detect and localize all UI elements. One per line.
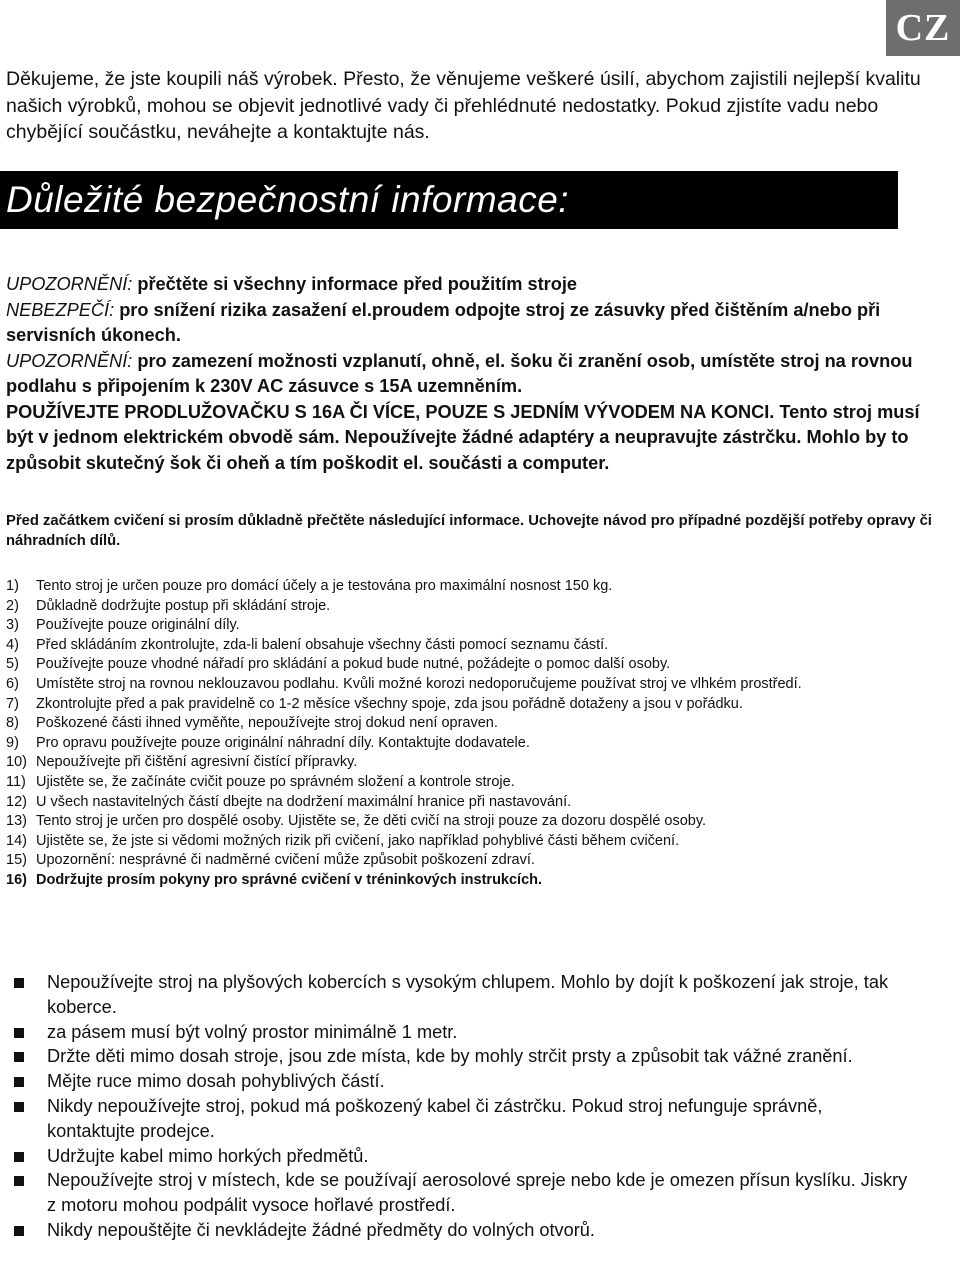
bullet-item [12,1069,912,1094]
bullet-item [12,1094,912,1144]
item-number: 1) [6,578,19,594]
item-text: Tento stroj je určen pouze pro domácí účely a je testována pro maximální nosnost 150 kg. [36,578,613,594]
item-text: Používejte pouze vhodné nářadí pro skládání a pokud bude nutné, požádejte o pomoc další osoby. [36,656,671,673]
numbered-item [6,793,946,813]
intro-section [6,66,936,146]
item-text: Poškozené části ihned vyměňte, nepoužívejte stroj dokud není opraven. [36,715,498,732]
bullet-text: Držte děti mimo dosah stroje, jsou zde místa, kde by mohly strčit prsty a způsobit tak vážné zranění. [47,1046,853,1067]
bullet-item [12,1044,912,1069]
bullet-text: Nikdy nepouštějte či nevkládejte žádné předměty do volných otvorů. [47,1219,595,1240]
item-number: 5) [6,656,19,673]
square-bullet-icon [12,1020,47,1045]
square-bullet-icon [12,1044,47,1069]
item-number: 3) [6,617,19,634]
language-badge: CZ [886,0,960,56]
item-number: 4) [6,636,19,653]
item-text: Ujistěte se, že jste si vědomi možných rizik při cvičení, jako například pohyblivé části během cvičení. [36,832,680,849]
before-start-section [6,512,936,551]
numbered-item [6,714,946,734]
item-text: Nepoužívejte při čištění agresivní čistící přípravky. [36,754,358,771]
numbered-item [6,636,946,656]
numbered-item [6,655,946,675]
numbered-item [6,871,946,891]
square-bullet-icon [12,1168,47,1218]
bullet-text: za pásem musí být volný prostor minimálně 1 metr. [47,1021,458,1042]
bullet-item [12,1218,912,1243]
item-number: 11) [6,773,26,790]
item-number: 15) [6,852,27,869]
numbered-item [6,812,946,832]
numbered-instructions [6,577,946,891]
item-number: 16) [6,871,27,888]
item-number: 2) [6,597,19,614]
warning-text: pro zamezení možnosti vzplanutí, ohně, el. šoku či zranění osob, umístěte stroj na rovnou podlahu s připojením k 230V AC zásuvce s 15A uzemněním. [6,350,913,396]
item-number: 12) [6,793,27,810]
bullet-text: Mějte ruce mimo dosah pohyblivých částí. [47,1071,385,1092]
numbered-item [6,577,946,597]
bullet-item [12,1144,912,1169]
bullet-item [12,1168,912,1218]
item-text: U všech nastavitelných částí dbejte na dodržení maximální hranice při nastavování. [36,793,572,810]
bullet-text: Udržujte kabel mimo horkých předmětů. [47,1145,369,1166]
warning-item [6,272,936,298]
item-number: 10) [6,754,27,771]
numbered-item [6,675,946,695]
square-bullet-icon [12,1069,47,1094]
item-text: Umístěte stroj na rovnou neklouzavou podlahu. Kvůli možné korozi nedoporučujeme používat stroj ve vlhkém prostředí. [36,675,802,692]
item-text: Pro opravu používejte pouze originální náhradní díly. Kontaktujte dodavatele. [36,734,530,751]
bullet-text: Nepoužívejte stroj v místech, kde se používají aerosolové spreje nebo kde je omezen přísun kyslíku. Jiskry z motoru mohou podpálit vysoce hořlavé prostředí. [47,1170,908,1216]
numbered-item [6,851,946,871]
square-bullet-icon [12,1218,47,1243]
numbered-item [6,753,946,773]
warning-label: UPOZORNĚNÍ: [6,350,133,371]
warning-text: přečtěte si všechny informace před použitím stroje [132,274,578,294]
item-text: Před skládáním zkontrolujte, zda-li balení obsahuje všechny části pomocí seznamu částí. [36,636,609,653]
numbered-item [6,734,946,754]
warning-label: UPOZORNĚNÍ: [6,274,133,294]
numbered-item [6,832,946,852]
numbered-item [6,597,946,617]
item-number: 7) [6,695,19,712]
bullet-warnings [12,970,912,1243]
warning-text: pro snížení rizika zasažení el.proudem odpojte stroj ze zásuvky před čištěním a/nebo při servisních úkonech. [6,299,881,345]
numbered-item [6,695,946,715]
warning-item [6,298,936,349]
item-text: Upozornění: nesprávné či nadměrné cvičení může způsobit poškození zdraví. [36,852,535,869]
item-text: Tento stroj je určen pro dospělé osoby. Ujistěte se, že děti cvičí na stroji pouze za dozoru dospělé osoby. [36,813,707,830]
item-text: Dodržujte prosím pokyny pro správné cvičení v tréninkových instrukcích. [36,871,543,888]
square-bullet-icon [12,1144,47,1169]
banner-title: Důležité bezpečnostní informace: [6,179,570,220]
bullet-item [12,970,912,1020]
safety-banner [0,171,898,229]
item-number: 14) [6,832,27,849]
bullet-text: Nikdy nepoužívejte stroj, pokud má poškozený kabel či zástrčku. Pokud stroj nefunguje správně, kontaktujte prodejce. [47,1095,823,1141]
warning-caps: POUŽÍVEJTE PRODLUŽOVAČKU S 16A ČI VÍCE, POUZE S JEDNÍM VÝVODEM NA KONCI. Tento stroj musí být v jednom elektrickém obvodě sám. Nepoužívejte žádné adaptéry a neupravujte zástrčku. Mohlo by to způsobit skutečný šok či oheň a tím poškodit el. součásti a computer. [6,401,920,473]
warnings-section [6,272,936,476]
numbered-item [6,616,946,636]
item-number: 9) [6,734,19,751]
bullet-text: Nepoužívejte stroj na plyšových kobercích s vysokým chlupem. Mohlo by dojít k poškození jak stroje, tak koberce. [47,972,889,1017]
warning-label: NEBEZPEČÍ: [6,299,115,320]
bullet-item [12,1020,912,1045]
warning-item [6,349,936,400]
item-number: 6) [6,675,19,692]
item-number: 8) [6,715,19,732]
item-number: 13) [6,813,27,830]
item-text: Ujistěte se, že začínáte cvičit pouze po správném složení a kontrole stroje. [36,773,515,790]
numbered-item [6,773,946,793]
intro-text: Děkujeme, že jste koupili náš výrobek. Přesto, že věnujeme veškeré úsilí, abychom zajistili nejlepší kvalitu našich výrobků, mohou se objevit jednotlivé vady či přehlédnuté nedostatky. Pokud zjistíte vadu nebo chybějící součástku, neváhejte a kontaktujte nás. [6,68,921,143]
item-text: Používejte pouze originální díly. [36,617,240,634]
square-bullet-icon [12,970,47,1020]
before-start-text: Před začátkem cvičení si prosím důkladně přečtěte následující informace. Uchovejte návod pro případné pozdější potřeby opravy či náhradních dílů. [6,513,932,549]
item-text: Důkladně dodržujte postup při skládání stroje. [36,597,331,614]
item-text: Zkontrolujte před a pak pravidelně co 1-2 měsíce všechny spoje, zda jsou pořádně dotaženy a jsou v pořádku. [36,695,743,712]
square-bullet-icon [12,1094,47,1144]
